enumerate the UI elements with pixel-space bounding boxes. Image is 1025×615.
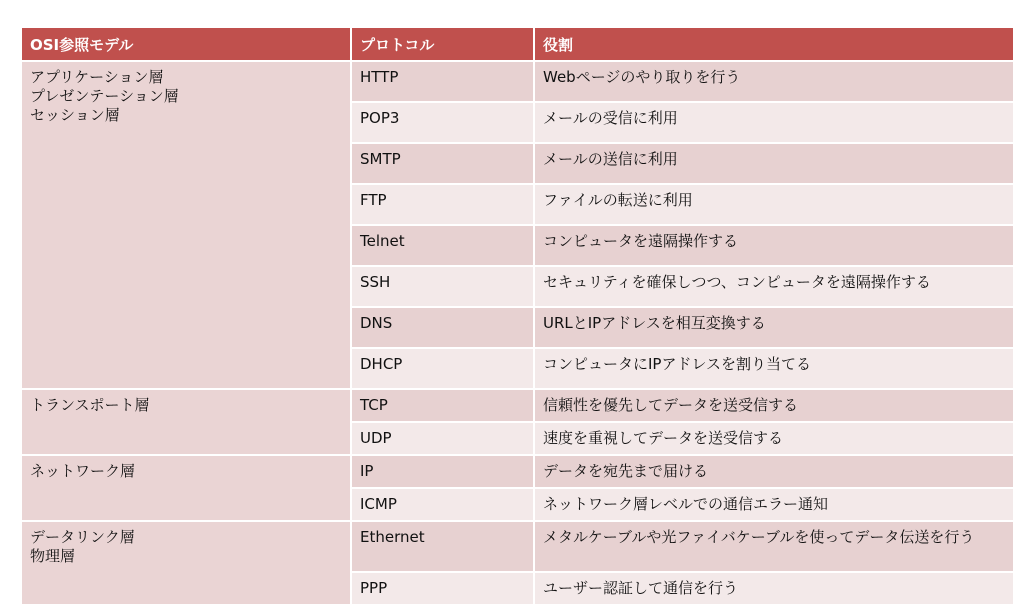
table-row [21,455,1014,488]
protocol-cell: UDP [351,422,534,455]
header-row [21,27,1014,61]
layer-cell: アプリケーション層 プレゼンテーション層 セッション層 [21,61,351,389]
protocol-cell: TCP [351,389,534,422]
role-cell: 信頼性を優先してデータを送受信する [534,389,1014,422]
protocol-cell: SMTP [351,143,534,184]
role-cell: メタルケーブルや光ファイバケーブルを使ってデータ伝送を行う [534,521,1014,572]
protocol-cell: DHCP [351,348,534,389]
role-cell: コンピュータを遠隔操作する [534,225,1014,266]
protocol-cell: IP [351,455,534,488]
role-cell: 速度を重視してデータを送受信する [534,422,1014,455]
protocol-cell: FTP [351,184,534,225]
header-osi-model: OSI参照モデル [21,27,351,61]
layer-cell: データリンク層 物理層 [21,521,351,605]
role-cell: ユーザー認証して通信を行う [534,572,1014,605]
table-row [21,61,1014,102]
protocol-cell: PPP [351,572,534,605]
table-row [21,389,1014,422]
protocol-cell: ICMP [351,488,534,521]
table-row [21,521,1014,572]
layer-cell: トランスポート層 [21,389,351,455]
header-role: 役割 [534,27,1014,61]
header-protocol: プロトコル [351,27,534,61]
role-cell: セキュリティを確保しつつ、コンピュータを遠隔操作する [534,266,1014,307]
layer-cell: ネットワーク層 [21,455,351,521]
role-cell: メールの送信に利用 [534,143,1014,184]
role-cell: メールの受信に利用 [534,102,1014,143]
osi-protocol-table [20,26,1015,606]
protocol-cell: POP3 [351,102,534,143]
protocol-cell: HTTP [351,61,534,102]
role-cell: データを宛先まで届ける [534,455,1014,488]
role-cell: ネットワーク層レベルでの通信エラー通知 [534,488,1014,521]
role-cell: Webページのやり取りを行う [534,61,1014,102]
role-cell: URLとIPアドレスを相互変換する [534,307,1014,348]
protocol-cell: SSH [351,266,534,307]
protocol-cell: Ethernet [351,521,534,572]
protocol-cell: Telnet [351,225,534,266]
protocol-cell: DNS [351,307,534,348]
role-cell: ファイルの転送に利用 [534,184,1014,225]
role-cell: コンピュータにIPアドレスを割り当てる [534,348,1014,389]
